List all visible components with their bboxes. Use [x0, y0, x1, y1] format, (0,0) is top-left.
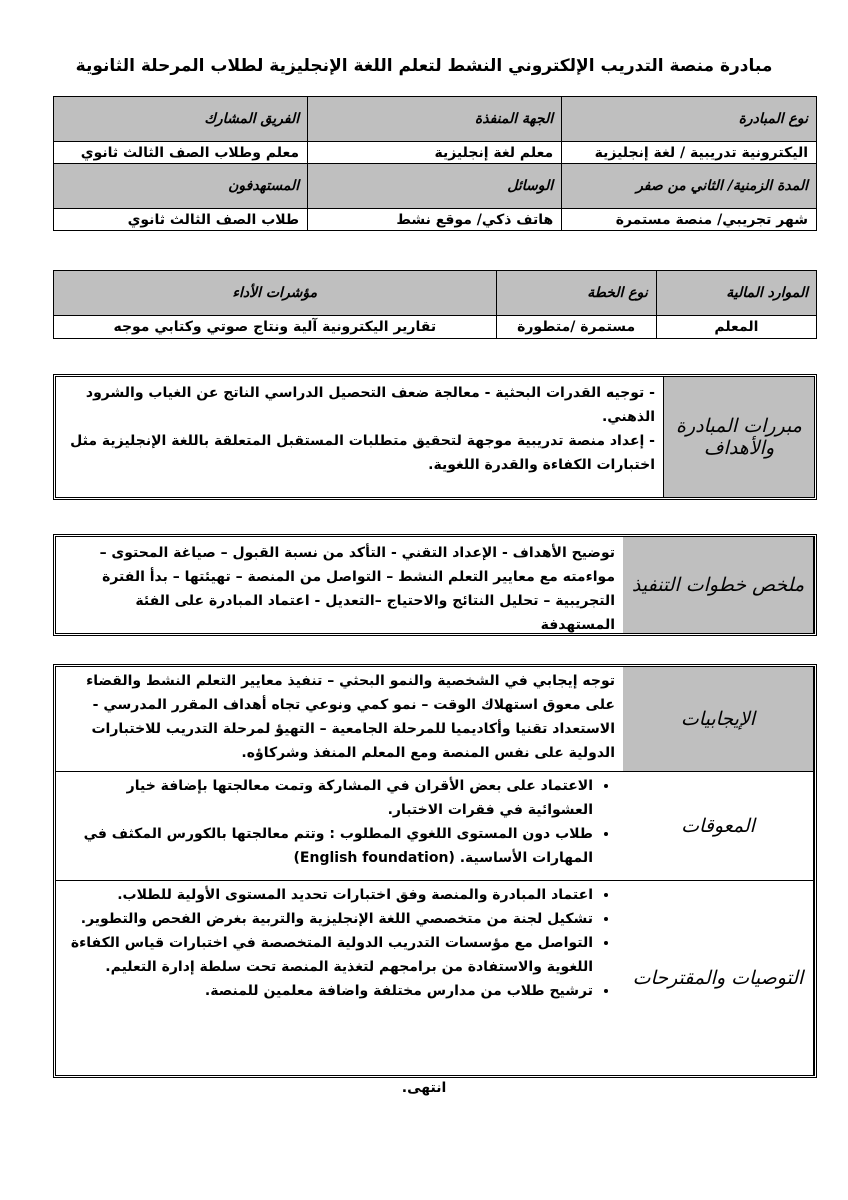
header-beneficiaries: المستهدفون: [54, 164, 308, 209]
justifications-box: [53, 374, 817, 500]
end-note: انتهى.: [401, 1080, 447, 1096]
obstacles-row: [56, 772, 814, 881]
evaluation-box: [53, 664, 817, 1078]
recommendation-item: • ترشيح طلاب من مدارس مختلفة واضافة معلمين للمنصة.: [64, 979, 593, 1003]
recommendations-content: [56, 881, 623, 1075]
obstacle-item: • طلاب دون المستوى اللغوي المطلوب : وتتم معالجتها بالكورس المكثف في المهارات الأساسية. (English foundation): [64, 822, 593, 870]
initiative-info-table: [53, 96, 817, 231]
resources-table: [53, 270, 817, 339]
value-means: هاتف ذكي/ موقع نشط: [308, 209, 562, 231]
value-participating-team: معلم وطلاب الصف الثالث ثانوي: [54, 142, 308, 164]
header-initiative-type: نوع المبادرة: [562, 97, 817, 142]
positives-row: [56, 667, 814, 772]
header-executing-party: الجهة المنفذة: [308, 97, 562, 142]
value-plan-type: مستمرة /متطورة: [496, 316, 656, 339]
recommendation-item: • تشكيل لجنة من متخصصي اللغة الإنجليزية والتربية بغرض الفحص والتطوير.: [64, 907, 593, 931]
recommendation-item: • اعتماد المبادرة والمنصة وفق اختبارات تحديد المستوى الأولية للطلاب.: [64, 883, 593, 907]
page-title: مبادرة منصة التدريب الإلكتروني النشط لتعلم اللغة الإنجليزية لطلاب المرحلة الثانوية: [75, 56, 773, 76]
value-initiative-type: اليكترونية تدريبية / لغة إنجليزية: [562, 142, 817, 164]
positives-label: الإيجابيات: [623, 667, 814, 771]
execution-steps-label: ملخص خطوات التنفيذ: [623, 537, 814, 633]
justification-line: - إعداد منصة تدريبية موجهة لتحقيق متطلبات المستقبل المتعلقة باللغة الإنجليزية مثل اختبارات الكفاءة والقدرة اللغوية.: [70, 433, 655, 473]
header-plan-type: نوع الخطة: [496, 271, 656, 316]
positives-content: توجه إيجابي في الشخصية والنمو البحثي – تنفيذ معايير التعلم النشط والقضاء على معوق استهلاك الوقت – نمو كمي ونوعي تجاه أهداف المقرر المدرسي - الاستعداد تقنيا وأكاديميا للمرحلة الجامعية – التهيؤ لمرحلة التدريب للاختبارات الدولية على نفس المنصة ومع المعلم المنفذ وشركاؤه.: [86, 673, 615, 761]
value-performance-indicators: تقارير اليكترونية آلية ونتاج صوتي وكتابي موجه: [54, 316, 497, 339]
execution-steps-box: [53, 534, 817, 636]
obstacles-content: [56, 772, 623, 880]
recommendations-row: [56, 881, 814, 1075]
header-financial-resources: الموارد المالية: [656, 271, 816, 316]
value-beneficiaries: طلاب الصف الثالث ثانوي: [54, 209, 308, 231]
value-financial-resources: المعلم: [656, 316, 816, 339]
recommendation-item: • التواصل مع مؤسسات التدريب الدولية المتخصصة في اختبارات قياس الكفاءة اللغوية والاستفادة من برامجهم لتغذية المنصة تحت سلطة إدارة التعليم.: [64, 931, 593, 979]
header-participating-team: الفريق المشارك: [54, 97, 308, 142]
justifications-label: مبررات المبادرة والأهداف: [663, 377, 814, 497]
obstacle-item: • الاعتماد على بعض الأقران في المشاركة وتمت معالجتها بإضافة خيار العشوائية في فقرات الاختبار.: [64, 774, 593, 822]
header-performance-indicators: مؤشرات الأداء: [54, 271, 497, 316]
recommendations-label: التوصيات والمقترحات: [623, 881, 814, 1075]
justification-line: - توجيه القدرات البحثية - معالجة ضعف التحصيل الدراسي الناتج عن الغياب والشرود الذهني.: [85, 385, 655, 425]
justifications-content: [56, 377, 663, 497]
header-means: الوسائل: [308, 164, 562, 209]
obstacles-label: المعوقات: [623, 772, 814, 880]
value-duration: شهر تجريبي/ منصة مستمرة: [562, 209, 817, 231]
value-executing-party: معلم لغة إنجليزية: [308, 142, 562, 164]
header-duration: المدة الزمنية/ الثاني من صفر: [562, 164, 817, 209]
execution-steps-content: توضيح الأهداف - الإعداد التقني - التأكد من نسبة القبول – صياغة المحتوى – مواءمته مع معايير التعلم النشط – التواصل من المنصة – تهيئتها – بدأ الفترة التجريبية – تحليل النتائج والاحتياج –التعديل - اعتماد المبادرة على الفئة المستهدفة: [99, 545, 615, 633]
